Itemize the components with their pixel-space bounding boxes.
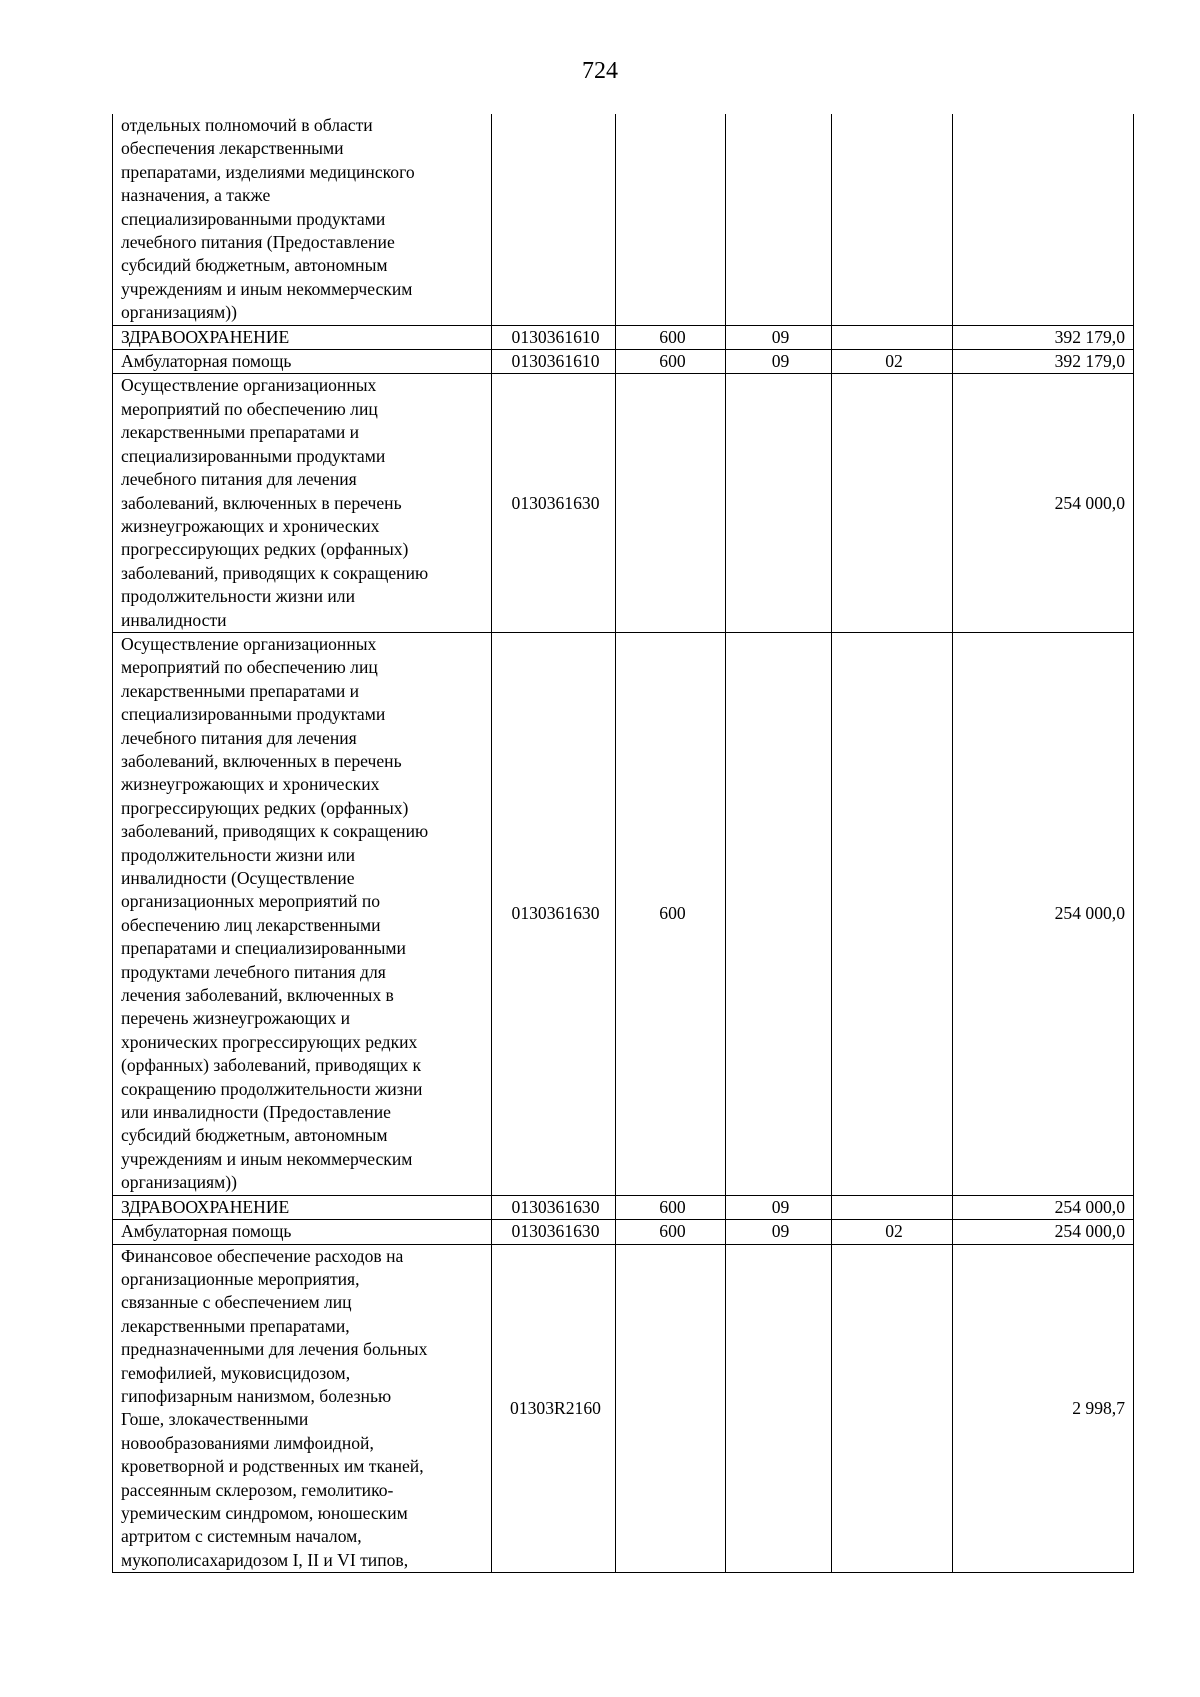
row-rz-cell (726, 1244, 832, 1573)
row-sum-cell: 392 179,0 (953, 325, 1134, 349)
row-csr-cell: 0130361630 (492, 374, 616, 632)
table-row (113, 114, 1134, 325)
row-rz-cell: 09 (726, 350, 832, 374)
row-sum-cell: 254 000,0 (953, 1220, 1134, 1244)
row-name-cell: Амбулаторная помощь (113, 350, 492, 374)
table-row (113, 374, 1134, 632)
row-rz-cell (726, 114, 832, 325)
row-sum-cell: 392 179,0 (953, 350, 1134, 374)
table-row (113, 1244, 1134, 1573)
row-pr-cell (832, 325, 953, 349)
row-vr-cell: 600 (616, 350, 726, 374)
row-name-cell: отдельных полномочий в области обеспечения лекарственными препаратами, изделиями медицинского назначения, а также специализированными продуктами лечебного питания (Предоставление субсидий бюджетным, автономным учреждениям и иным некоммерческим организациям)) (113, 114, 492, 325)
table-row (113, 325, 1134, 349)
row-rz-cell: 09 (726, 325, 832, 349)
row-sum-cell: 254 000,0 (953, 374, 1134, 632)
row-csr-cell: 0130361610 (492, 325, 616, 349)
row-pr-cell (832, 374, 953, 632)
row-vr-cell (616, 114, 726, 325)
row-pr-cell (832, 114, 953, 325)
row-name-cell: Финансовое обеспечение расходов на организационные мероприятия, связанные с обеспечением лиц лекарственными препаратами, предназначенными для лечения больных гемофилией, муковисцидозом, гипофизарным нанизмом, болезнью Гоше, злокачественными новообразованиями лимфоидной, кроветворной и родственных им тканей, рассеянным склерозом, гемолитико- уремическим синдромом, юношеским артритом с системным началом, мукополисахаридозом I, II и VI типов, (113, 1244, 492, 1573)
row-rz-cell (726, 632, 832, 1195)
row-csr-cell: 0130361630 (492, 1195, 616, 1219)
row-pr-cell (832, 1195, 953, 1219)
row-csr-cell: 01303R2160 (492, 1244, 616, 1573)
row-pr-cell: 02 (832, 1220, 953, 1244)
row-csr-cell: 0130361610 (492, 350, 616, 374)
row-sum-cell: 254 000,0 (953, 1195, 1134, 1219)
budget-table (112, 114, 1134, 1573)
row-sum-cell (953, 114, 1134, 325)
row-vr-cell: 600 (616, 325, 726, 349)
row-vr-cell: 600 (616, 1220, 726, 1244)
row-csr-cell: 0130361630 (492, 1220, 616, 1244)
row-vr-cell (616, 1244, 726, 1573)
row-pr-cell (832, 632, 953, 1195)
row-rz-cell (726, 374, 832, 632)
row-name-cell: ЗДРАВООХРАНЕНИЕ (113, 325, 492, 349)
row-vr-cell: 600 (616, 1195, 726, 1219)
row-sum-cell: 2 998,7 (953, 1244, 1134, 1573)
table-row (113, 1195, 1134, 1219)
table-row (113, 1220, 1134, 1244)
row-name-cell: Осуществление организационных мероприятий по обеспечению лиц лекарственными препаратами и специализированными продуктами лечебного питания для лечения заболеваний, включенных в перечень жизнеугрожающих и хронических прогрессирующих редких (орфанных) заболеваний, приводящих к сокращению продолжительности жизни или инвалидности (Осуществление организационных мероприятий по обеспечению лиц лекарственными препаратами и специализированными продуктами лечебного питания для лечения заболеваний, включенных в перечень жизнеугрожающих и хронических прогрессирующих редких (орфанных) заболеваний, приводящих к сокращению продолжительности жизни или инвалидности (Предоставление субсидий бюджетным, автономным учреждениям и иным некоммерческим организациям)) (113, 632, 492, 1195)
row-csr-cell: 0130361630 (492, 632, 616, 1195)
row-name-cell: Амбулаторная помощь (113, 1220, 492, 1244)
row-rz-cell: 09 (726, 1195, 832, 1219)
row-csr-cell (492, 114, 616, 325)
row-name-cell: Осуществление организационных мероприятий по обеспечению лиц лекарственными препаратами и специализированными продуктами лечебного питания для лечения заболеваний, включенных в перечень жизнеугрожающих и хронических прогрессирующих редких (орфанных) заболеваний, приводящих к сокращению продолжительности жизни или инвалидности (113, 374, 492, 632)
row-pr-cell: 02 (832, 350, 953, 374)
table-row (113, 350, 1134, 374)
row-pr-cell (832, 1244, 953, 1573)
row-rz-cell: 09 (726, 1220, 832, 1244)
row-name-cell: ЗДРАВООХРАНЕНИЕ (113, 1195, 492, 1219)
row-sum-cell: 254 000,0 (953, 632, 1134, 1195)
table-row (113, 632, 1134, 1195)
row-vr-cell: 600 (616, 632, 726, 1195)
row-vr-cell (616, 374, 726, 632)
page-number: 724 (582, 58, 618, 84)
